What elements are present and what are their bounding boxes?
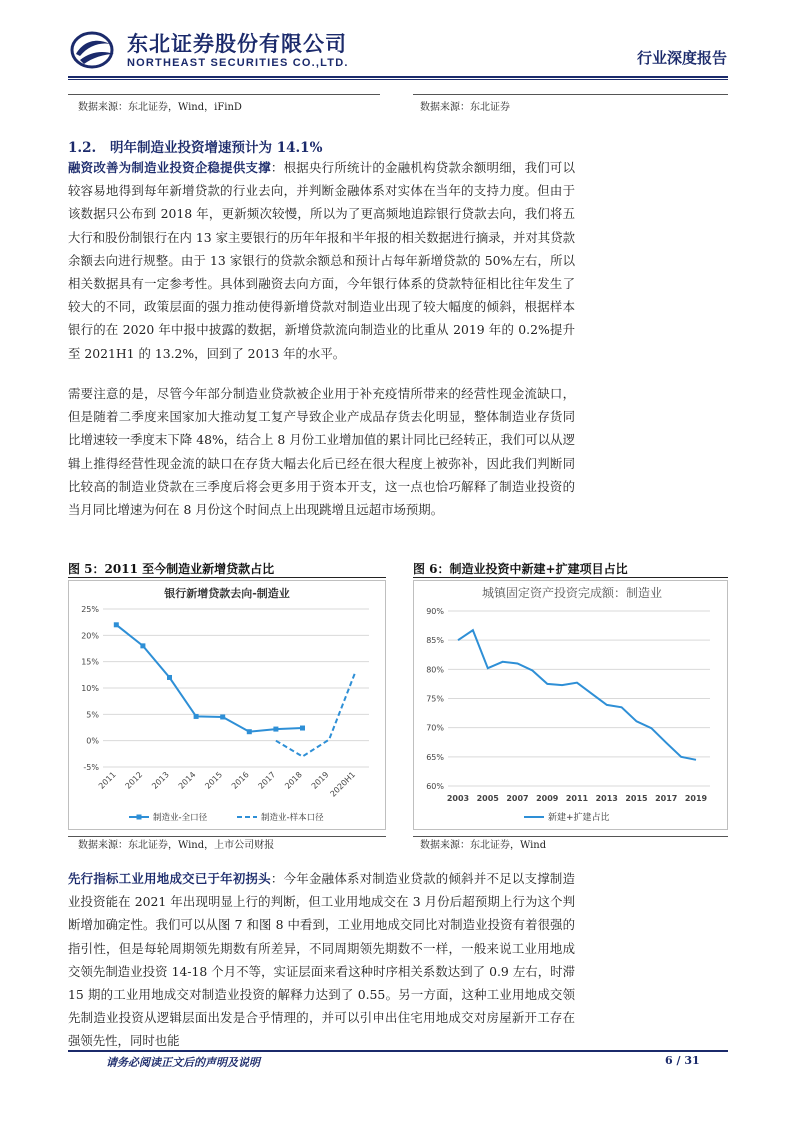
x-tick-label: 2018: [283, 770, 304, 791]
legend-label: 新建+扩建占比: [548, 813, 610, 823]
x-tick-label: 2011: [565, 794, 589, 803]
legend-label: 制造业-样本口径: [261, 813, 324, 823]
page-number: 6 / 31: [665, 1054, 700, 1067]
x-tick-label: 2009: [536, 794, 559, 803]
x-tick-label: 2015: [203, 770, 225, 791]
y-tick-label: 75%: [426, 694, 444, 704]
series-line: [458, 630, 696, 760]
figure6-svg: [414, 581, 727, 829]
data-point: [247, 729, 252, 734]
x-tick-label: 2016: [229, 770, 251, 791]
x-tick-label: 2014: [176, 770, 198, 791]
x-tick-label: 2019: [309, 770, 331, 791]
figure5-caption: 图 5：2011 至今制造业新增贷款占比: [68, 558, 386, 578]
y-tick-label: 15%: [81, 657, 99, 667]
x-tick-label: 2015: [625, 794, 648, 803]
x-tick-label: 2007: [506, 794, 529, 803]
y-tick-label: 65%: [426, 752, 444, 762]
paragraph-lead: 融资改善为制造业投资企稳提供支撑: [68, 160, 271, 175]
paragraph-financing: [68, 156, 575, 365]
header-divider: [68, 76, 728, 78]
series-line-0: [116, 625, 302, 732]
data-point: [167, 675, 172, 680]
company-name-en: NORTHEAST SECURITIES CO.,LTD.: [127, 57, 349, 69]
y-tick-label: 60%: [426, 782, 444, 791]
figure5-chart: [68, 580, 386, 830]
legend-marker: [137, 815, 142, 820]
section-number: 1.2.: [68, 140, 97, 156]
data-point: [300, 726, 305, 731]
x-tick-label: 2013: [595, 794, 618, 803]
y-tick-label: 0%: [86, 736, 99, 746]
y-tick-label: 90%: [426, 607, 444, 616]
x-tick-label: 2012: [123, 770, 145, 791]
paragraph-body: ：今年金融体系对制造业贷款的倾斜并不足以支撑制造业投资能在 2021 年出现明显上行的判断，但工业用地成交在 3 月份后超预期上行为这个判断增加确定性。我们可以从图 7 和图 8 中看到，工业用地成交同比对制造业投资有着很强的指引性，但是每轮周期领先期数有所差异，不同周期领先期数不一样，一般来说工业用地成交领先制造业投资 14-18 个月不等，实证层面来看这种时序相关系数达到了 0.9 左右，时滞 15 期的工业用地成交对制造业投资的解释力达到了 0.55。另一方面，这种工业用地成交领先制造业投资从逻辑层面出发是合乎情理的，并可以引申出住宅用地成交对房屋新开工存在强领先性，同时也能: [68, 871, 576, 1049]
data-point: [273, 727, 278, 732]
chart-title: 银行新增贷款去向-制造业: [164, 587, 290, 600]
paragraph-land: [68, 867, 575, 1053]
logo-icon: [70, 30, 122, 70]
top-left-source-rule: [68, 94, 380, 95]
data-point: [140, 643, 145, 648]
chart-title: 城镇固定资产投资完成额：制造业: [481, 586, 663, 600]
figure6-chart: [413, 580, 728, 830]
section-title-text: 明年制造业投资增速预计为 14.1%: [110, 140, 323, 156]
legend-label: 制造业-全口径: [153, 813, 208, 823]
paragraph-lead: 先行指标工业用地成交已于年初拐头: [68, 871, 271, 886]
y-tick-label: 85%: [426, 636, 444, 646]
figure6-caption: 图 6：制造业投资中新建+扩建项目占比: [413, 558, 728, 578]
paragraph-body: ：根据央行所统计的金融机构贷款余额明细，我们可以较容易地得到每年新增贷款的行业去向，并判断金融体系对实体在当年的支持力度。但由于该数据只公布到 2018 年，更新频次较慢，所以为了更高频地追踪银行贷款去向，我们将五大行和股份制银行在内 13 家主要银行的历年年报和半年报的相关数据进行摘录，并对其贷款余额去向进行规整。由于 13 家银行的贷款余额总和预计占每年新增贷款的 50%左右，所以相关数据具有一定参考性。具体到融资去向方面，今年银行体系的贷款特征相比往年发生了较大的不同，政策层面的强力推动使得新增贷款对制造业出现了较大幅度的倾斜，根据样本银行的在 2020 年中报中披露的数据，新增贷款流向制造业的比重从 2019 年的 0.2%提升至 2021H1 的 13.2%，回到了 2013 年的水平。: [68, 160, 576, 361]
x-tick-label: 2017: [655, 794, 678, 803]
x-tick-label: 2019: [684, 794, 708, 803]
y-tick-label: -5%: [83, 763, 99, 772]
y-tick-label: 20%: [81, 631, 99, 641]
x-tick-label: 2003: [446, 794, 470, 803]
footer-divider: [68, 1050, 728, 1052]
top-right-source: 数据来源：东北证券: [420, 102, 510, 113]
company-name-cn: 东北证券股份有限公司: [127, 32, 347, 56]
paragraph-inventory: [68, 382, 575, 521]
report-type: 行业深度报告: [636, 49, 727, 67]
data-point: [220, 714, 225, 719]
x-tick-label: 2020H1: [328, 770, 358, 799]
x-tick-label: 2013: [150, 770, 171, 791]
y-tick-label: 25%: [81, 605, 99, 614]
footer-disclaimer: 请务必阅读正文后的声明及说明: [106, 1056, 260, 1069]
data-point: [114, 622, 119, 627]
series-line-1: [276, 671, 356, 756]
y-tick-label: 80%: [426, 665, 444, 675]
figure5-svg: [69, 581, 385, 829]
page-header: [0, 0, 793, 82]
company-logo: [70, 30, 122, 70]
data-point: [194, 714, 199, 719]
section-title: [68, 136, 322, 156]
y-tick-label: 70%: [426, 723, 444, 733]
figure6-source: 数据来源：东北证券，Wind: [420, 840, 547, 851]
header-divider-thin: [68, 79, 728, 80]
x-tick-label: 2017: [256, 770, 278, 791]
top-right-source-rule: [413, 94, 728, 95]
y-tick-label: 10%: [81, 684, 99, 693]
paragraph-body: 需要注意的是，尽管今年部分制造业贷款被企业用于补充疫情所带来的经营性现金流缺口，但是随着二季度来国家加大推动复工复产导致企业产成品存货去化明显，整体制造业存货同比增速较一季度末下降 48%，结合上 8 月份工业增加值的累计同比已经转正，我们可以从逻辑上推得经营性现金流的缺口在存货大幅去化后已经在很大程度上被弥补，因此我们判断同比较高的制造业贷款在三季度后将会更多用于资本开支，这一点也恰巧解释了制造业投资的当月同比增速为何在 8 月份这个时间点上出现跳增且远超市场预期。: [68, 386, 575, 518]
y-tick-label: 5%: [86, 710, 99, 720]
top-left-source: 数据来源：东北证券，Wind，iFinD: [78, 102, 242, 113]
x-tick-label: 2011: [96, 770, 118, 791]
figure5-source: 数据来源：东北证券，Wind，上市公司财报: [78, 840, 275, 851]
x-tick-label: 2005: [476, 794, 499, 803]
